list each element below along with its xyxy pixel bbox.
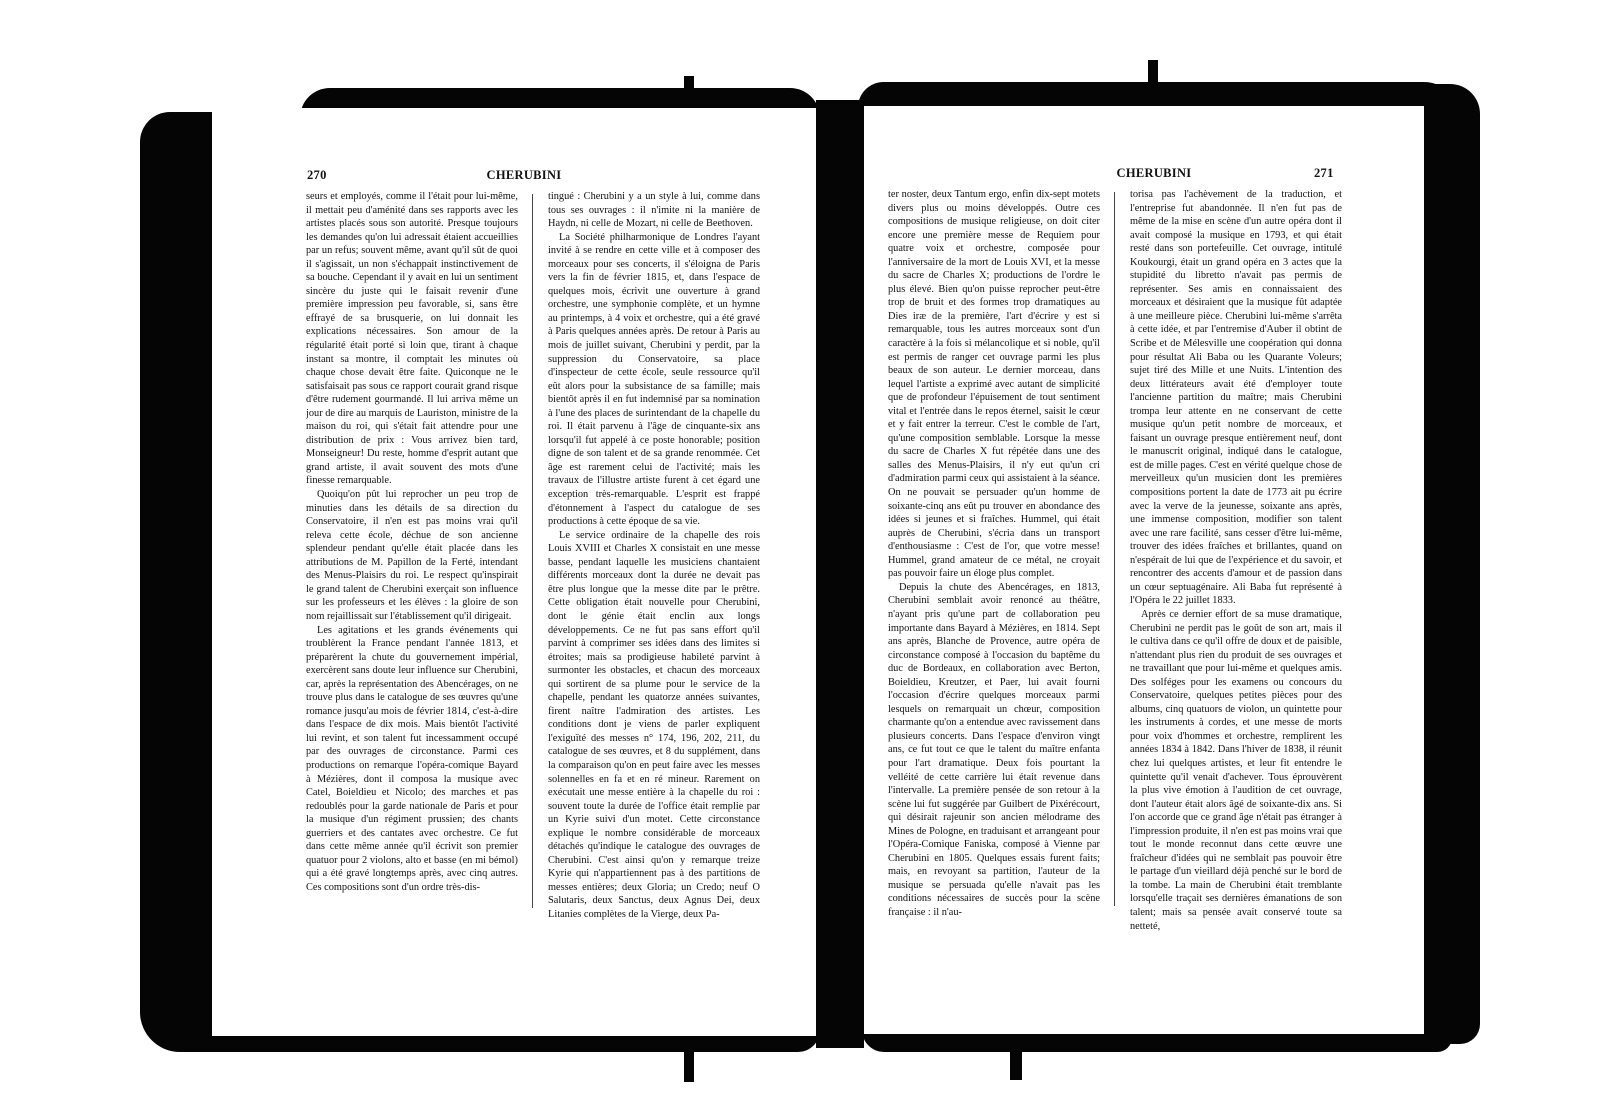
paragraph: Le service ordinaire de la chapelle des rois Louis XVIII et Charles X consistait en une messe basse, pendant laquelle les musiciens chantaient différents morceaux dont la durée ne devait pas être plus longue que la messe dite par le prêtre. Cette obligation était nouvelle pour Cherubini, dont le génie était enclin aux longs développements. Ce ne fut pas sans effort qu'il parvint à comprimer ses idées dans des limites si étroites; mais sa prodigieuse habileté parvint à surmonter les obstacles, et chacun des morceaux qui sortirent de sa plume pour le service de la chapelle, pendant les quatorze années suivantes, firent naître l'admiration des artistes. Les conditions dont je viens de parler expliquent l'exiguïté des messes n° 174, 196, 202, 211, du catalogue de ses œuvres, et 8 du supplément, dans la comparaison qu'on en peut faire avec les messes solennelles en fa et en ré mineur. Rarement on exécutait une messe entière à la chapelle du roi : souvent toute la durée de l'office était remplie par un Kyrie suivi d'un motet. Cette circonstance explique le nombre considérable de morceaux détachés qu'indique le catalogue des ouvrages de Cherubini. C'est ainsi qu'on y remarque treize Kyrie qui n'appartiennent pas à des partitions de messes entières; deux Gloria; un Credo; neuf O Salutaris, deux Sanctus, deux Agnus Dei, deux Litanies complètes de la Vierge, deux Pa- — [548, 529, 760, 920]
text-column — [306, 190, 518, 1022]
page-tab-marker — [752, 88, 766, 110]
text-columns — [888, 188, 1342, 1020]
page-tab-marker — [684, 1032, 694, 1082]
paragraph: Depuis la chute des Abencérages, en 1813, Cherubini semblait avoir renoncé au théâtre, n'ayant pris qu'une part de collaboration peu importante dans Bayard à Mézières, en 1814. Sept ans après, Blanche de Provence, autre opéra de circonstance composé à l'occasion du baptême du duc de Bordeaux, en collaboration avec Berton, Boieldieu, Kreutzer, et Paer, lui avait fourni l'occasion d'écrire quelques morceaux parmi lesquels on remarquait un chœur, composition charmante qu'on a entendue avec ravissement dans plusieurs concerts. Dans l'espace d'environ vingt ans, ce fut tout ce que le talent du maître enfanta pour l'art dramatique. Deux fois pourtant la velléité de cette carrière lui était revenue dans l'intervalle. La première pensée de son retour à la scène lui fut suggérée par Guilbert de Pixérécourt, qui désirait rajeunir son ancien mélodrame des Mines de Pologne, en traduisant et arrangeant pour l'Opéra-Comique Faniska, composé à Vienne par Cherubini en 1805. Quelques essais furent faits; mais, en revoyant sa partition, l'auteur de la musique se persuada qu'elle n'avait pas les conditions nécessaires de succès pour la scène française : il n'au- — [888, 581, 1100, 918]
page-tab-marker — [1010, 1032, 1022, 1080]
page-tab-marker — [1148, 60, 1158, 106]
running-title: CHERUBINI — [486, 168, 562, 182]
paragraph: torisa pas l'achèvement de la traduction, et l'entreprise fut abandonnée. Il n'en fut pas de même de la mise en scène d'un autre opéra dont il avait composé la musique en 1793, et qui était resté dans son portefeuille. Cet ouvrage, intitulé Koukourgi, était un grand opéra en 3 actes que la stupidité du libretto n'avait pas permis de représenter. Ses amis en connaissaient des morceaux et désiraient que la musique fût adaptée à une meilleure pièce. Cherubini lui-même s'arrêta à cette idée, et par l'entremise d'Auber il obtint de Scribe et de Mélesville une coopération qui donna pour résultat Ali Baba ou les Quarante Voleurs; sujet tiré des Mille et une Nuits. L'intention des deux littérateurs avait été d'employer toute l'ancienne partition du maître; mais Cherubini trompa leur attente en ne conservant de cette musique qu'un petit nombre de morceaux, et faisant un ouvrage presque entièrement neuf, dont le manuscrit original, indiqué dans le catalogue, est de mille pages. C'est en vérité quelque chose de merveilleux qu'un musicien dont les premières compositions portent la date de 1773 ait pu écrire avec la verve de la jeunesse, soixante ans après, une immense composition, modifier son talent avec une rare facilité, sans cesser d'être lui-même, trouver des idées fraîches et brillantes, quand on n'espérait de lui que de l'expérience et du savoir, et rencontrer des accents d'amour et de passion dans un cœur septuagénaire. Ali Baba fut représenté à l'Opéra le 22 juillet 1833. — [1130, 189, 1342, 607]
paragraph: La Société philharmonique de Londres l'ayant invité à se rendre en cette ville et à composer des morceaux pour ses concerts, il s'éloigna de Paris vers la fin de février 1815, et, dans l'espace de quelques mois, écrivit une ouverture à grand orchestre, une symphonie complète, et un hymne au printemps, à 4 voix et orchestre, qui a été gravé à Paris quelques années après. De retour à Paris au mois de juillet suivant, Cherubini y perdit, par la suppression du Conservatoire, sa place d'inspecteur de cette école, seule ressource qu'il eût alors pour la subsistance de sa famille; mais bientôt après il en fut indemnisé par sa nomination à l'une des places de surintendant de la chapelle du roi. Il était parvenu à l'âge de cinquante-six ans lorsqu'il fut appelé à ce poste honorable; position digne de son talent et de sa grande renommée. Cet âge est rarement celui de l'activité; mais les travaux de l'illustre artiste furent à cet égard une exception très-remarquable. L'esprit est frappé d'étonnement à l'aspect du catalogue de ses productions à cette époque de sa vie. — [548, 231, 760, 528]
paragraph: Après ce dernier effort de sa muse dramatique, Cherubini ne perdit pas le goût de son art, mais il le cultiva dans ce qu'il offre de doux et de paisible, n'attendant plus rien du produit de ses ouvrages et ne travaillant que pour lui-même et quelques amis. Des solféges pour les examens ou concours du Conservatoire, quelques petites pièces pour des albums, cinq quatuors de violon, un quintette pour les instruments à cordes, et une messe de morts pour voix d'hommes et orchestre, remplirent les années 1834 à 1842. Dans l'hiver de 1838, il réunit chez lui quelques artistes, et leur fit entendre le quintette qu'il venait d'achever. Tous éprouvèrent la plus vive émotion à l'audition de cet ouvrage, dont l'auteur était alors âgé de soixante-dix ans. Si l'on accorde que ce grand âge n'était pas étranger à l'impression produite, il n'en est pas moins vrai que tout le monde reconnut dans cette œuvre une fraîcheur d'idées qui ne semblait pas pouvoir être le partage d'un vieillard déjà penché sur le bord de la tombe. La main de Cherubini était tremblante lorsqu'elle traçait ses dernières émanations de son talent; mais sa pensée avait conservé toute sa netteté, — [1130, 608, 1342, 932]
page-tab-marker — [684, 76, 694, 106]
paragraph: tingué : Cherubini y a un style à lui, comme dans tous ses ouvrages : il n'imite ni la manière de Haydn, ni celle de Mozart, ni celle de Beethoven. — [548, 191, 760, 230]
paragraph: seurs et employés, comme il l'était pour lui-même, il mettait peu d'aménité dans ses rapports avec les artistes placés sous son autorité. Presque toujours les demandes qu'on lui adressait étaient accueillies par un refus; souvent même, avant qu'il sût de quoi il s'agissait, un non s'échappait instinctivement de sa bouche. Cependant il y avait en lui un sentiment sincère du juste qui le faisait revenir d'une première impression peu favorable, si, sans être effrayé de sa brusquerie, on lui donnait les explications nécessaires. Son amour de la régularité était porté si loin que, tirant à chaque instant sa montre, il comptait les minutes où chaque chose devait être faite. Quiconque ne le satisfaisait pas sous ce rapport courait grand risque d'être rudement gourmandé. Il lui arriva même un jour de dire au marquis de Lauriston, ministre de la maison du roi, qui s'était fait attendre pour une distribution de prix : Vous arrivez bien tard, Monseigneur! Du reste, homme d'esprit autant que grand artiste, il avait souvent des mots d'une finesse remarquable. — [306, 191, 518, 487]
text-column — [888, 188, 1100, 1020]
text-column — [548, 190, 760, 1022]
right-page — [864, 106, 1424, 1034]
text-column — [1130, 188, 1342, 1020]
left-page — [212, 108, 816, 1036]
running-title: CHERUBINI — [1116, 166, 1192, 180]
book-gutter — [816, 100, 864, 1048]
running-head — [212, 168, 816, 184]
text-columns — [306, 190, 760, 1022]
page-number: 271 — [1314, 166, 1334, 180]
paragraph: Les agitations et les grands événements qui troublèrent la France pendant l'année 1813, et préparèrent la chute du gouvernement impérial, exercèrent sans doute leur influence sur Cherubini, car, après la représentation des Abencérages, on ne trouve plus dans le catalogue de ses œuvres qu'une romance jusqu'au mois de février 1814, c'est-à-dire dans l'espace de dix mois. Mais bientôt l'activité lui revint, et son talent fut incessamment occupé par des ouvrages de circonstance. Parmi ces productions on remarque l'opéra-comique Bayard à Mézières, dont il composa la musique avec Catel, Boieldieu et Nicolo; des marches et pas redoublés pour la garde nationale de Paris et pour la musique d'un régiment prussien; des chants guerriers et des cantates avec orchestre. Ce fut dans cette même année qu'il écrivit son premier quatuor pour 2 violons, alto et basse (en mi bémol) qui a été gravé longtemps après, avec cinq autres. Ces compositions sont d'un ordre très-dis- — [306, 624, 518, 893]
page-number: 270 — [307, 168, 327, 182]
column-rule — [1114, 192, 1115, 906]
running-head — [864, 166, 1424, 182]
paragraph: ter noster, deux Tantum ergo, enfin dix-sept motets divers plus ou moins développés. Outre ces compositions de musique religieuse, on doit citer encore une première messe de Requiem pour quatre voix et orchestre, composée pour l'anniversaire de la mort de Louis XVI, et la messe du sacre de Charles X; productions de l'ordre le plus élevé. Bien qu'on puisse reprocher peut-être trop de bruit et des formes trop dramatiques au Dies iræ de la première, l'art d'écrire y est si remarquable, tous les autres morceaux sont d'un caractère à la fois si mélancolique et si noble, qu'il est permis de ranger cet ouvrage parmi les plus beaux de son auteur. Le dernier morceau, dans lequel l'artiste a exprimé avec autant de simplicité que de profondeur l'épuisement de tout sentiment vital et l'entrée dans le repos éternel, saisit le cœur et y fait entrer la terreur. C'est le comble de l'art, qu'une composition semblable. Lorsque la messe du sacre de Charles X fut répétée dans une des salles des Menus-Plaisirs, il n'y eut qu'un cri d'admiration parmi ceux qui assistaient à la séance. On ne pouvait se persuader qu'un homme de soixante-cinq ans eût pu trouver en abondance des idées si jeunes et si fraîches. Hummel, qui était auprès de Cherubini, s'écria dans un transport d'enthousiasme : C'est de l'or, que votre messe! Hummel, grand amateur de ce métal, ne croyait pas pouvoir faire un éloge plus complet. — [888, 189, 1100, 580]
paragraph: Quoiqu'on pût lui reprocher un peu trop de minuties dans les détails de sa direction du Conservatoire, il n'en est pas moins vrai qu'il releva cette école, déchue de son ancienne splendeur pendant qu'elle était placée dans les attributions de M. Papillon de la Ferté, intendant des Menus-Plaisirs du roi. Le respect qu'inspirait le grand talent de Cherubini exerçait son influence sur les professeurs et les élèves : la gloire de son nom rejaillissait sur l'établissement qu'il dirigeait. — [306, 489, 518, 622]
column-rule — [532, 194, 533, 908]
scan-shadow-right — [1418, 84, 1480, 1044]
